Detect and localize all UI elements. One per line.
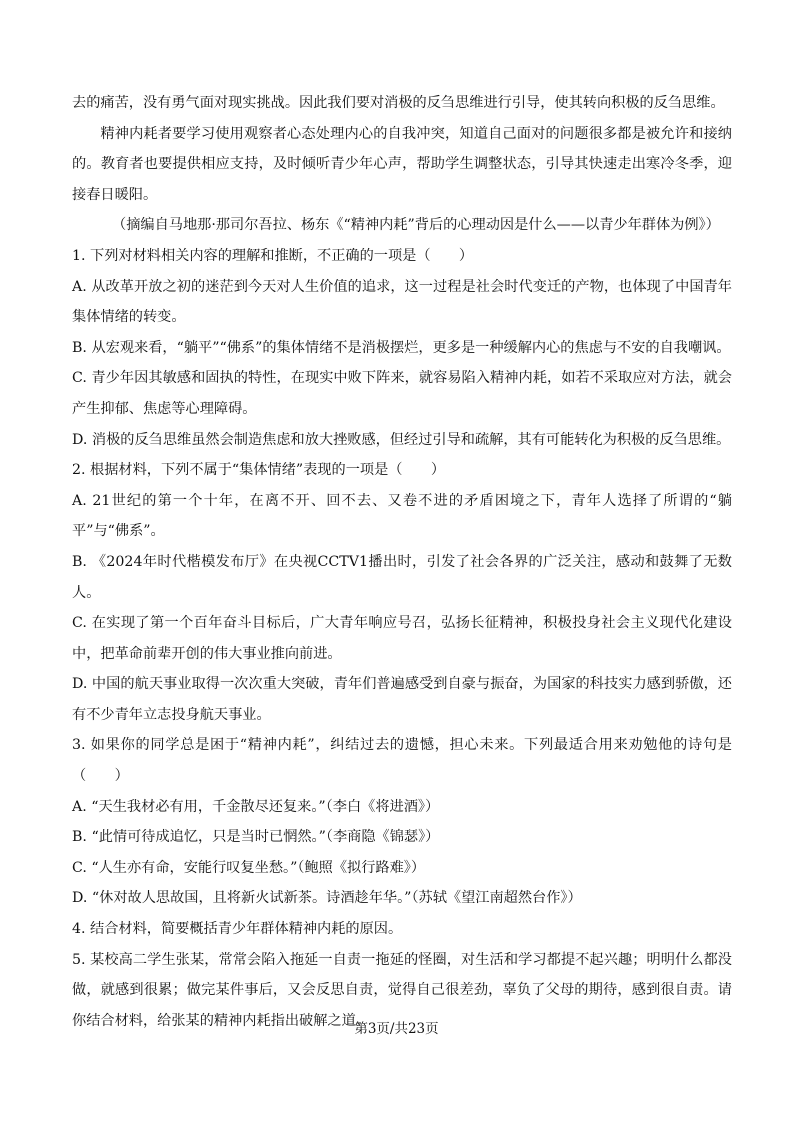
passage-source: （摘编自马地那·那司尔吾拉、杨东《“精神内耗”背后的心理动因是什么——以青少年群体为例》） bbox=[112, 217, 720, 234]
option-b: B. 从宏观来看，“躺平”“佛系”的集体情绪不是消极摆烂，更多是一种缓解内心的焦虑与不安的自我嘲讽。 bbox=[72, 339, 731, 356]
passage-paragraph: 去的痛苦，没有勇气面对现实挑战。因此我们要对消极的反刍思维进行引导，使其转向积极的反刍思维。 bbox=[72, 95, 725, 111]
option-b: B. 《2024年时代楷模发布厅》在央视CCTV1播出时，引发了社会各界的广泛关注，感动和鼓舞了无数人。 bbox=[72, 553, 732, 601]
question-stem: 2. 根据材料，下列不属于“集体情绪”表现的一项是（ ） bbox=[72, 462, 446, 479]
option-c: C. 青少年因其敏感和固执的特性，在现实中败下阵来，就容易陷入精神内耗，如若不采取应对方法，就会产生抑郁、焦虑等心理障碍。 bbox=[72, 370, 732, 417]
question-stem: 1. 下列对材料相关内容的理解和推断，不正确的一项是（ ） bbox=[72, 247, 474, 264]
option-c: C. “人生亦有命，安能行叹复坐愁。”（鲍照《拟行路难》） bbox=[72, 859, 426, 876]
question-2 bbox=[72, 455, 732, 730]
option-d: D. 消极的反刍思维虽然会制造焦虑和放大挫败感，但经过引导和疏解，其有可能转化为积极的反刍思维。 bbox=[72, 431, 731, 448]
option-c: C. 在实现了第一个百年奋斗目标后，广大青年响应号召，弘扬长征精神，积极投身社会主义现代化建设中，把革命前辈开创的伟大事业推向前进。 bbox=[72, 615, 732, 662]
option-a: A. 21世纪的第一个十年，在离不开、回不去、又卷不进的矛盾困境之下，青年人选择了所谓的“躺平”与“佛系”。 bbox=[72, 492, 732, 540]
option-a: A. 从改革开放之初的迷茫到今天对人生价值的追求，这一过程是社会时代变迁的产物，也体现了中国青年集体情绪的转变。 bbox=[72, 278, 732, 326]
option-a: A. “天生我材必有用，千金散尽还复来。”（李白《将进酒》） bbox=[72, 798, 440, 815]
question-stem: 3. 如果你的同学总是困于“精神内耗”，纠结过去的遗憾，担心未来。下列最适合用来劝勉他的诗句是（ ） bbox=[72, 737, 732, 785]
option-b: B. “此情可待成追忆，只是当时已惘然。”（李商隐《锦瑟》） bbox=[72, 829, 440, 846]
question-4 bbox=[72, 914, 732, 945]
exam-page bbox=[72, 88, 732, 1036]
passage-paragraph: 精神内耗者要学习使用观察者心态处理内心的自我冲突，知道自己面对的问题很多都是被允许和接纳的。教育者也要提供相应支持，及时倾听青少年心声，帮助学生调整状态，引导其快速走出寒冷冬季，迎接春日暖阳。 bbox=[72, 125, 732, 203]
question-3 bbox=[72, 730, 732, 914]
question-stem: 5. 某校高二学生张某，常常会陷入拖延一自责一拖延的怪圈，对生活和学习都提不起兴趣；明明什么都没做，就感到很累；做完某件事后，又会反思自责，觉得自己很差劲，辜负了父母的期待，感到很自责。请你结合材料，给张某的精神内耗指出破解之道。 bbox=[72, 951, 732, 1029]
option-d: D. 中国的航天事业取得一次次重大突破，青年们普遍感受到自豪与振奋，为国家的科技实力感到骄傲，还有不少青年立志投身航天事业。 bbox=[72, 676, 732, 723]
question-stem: 4. 结合材料，简要概括青少年群体精神内耗的原因。 bbox=[72, 921, 403, 938]
page-footer: 第3页/共23页 bbox=[354, 1021, 439, 1037]
question-1 bbox=[72, 241, 732, 455]
option-d: D. “休对故人思故国，且将新火试新茶。诗酒趁年华。”（苏轼《望江南超然台作》） bbox=[72, 890, 582, 907]
